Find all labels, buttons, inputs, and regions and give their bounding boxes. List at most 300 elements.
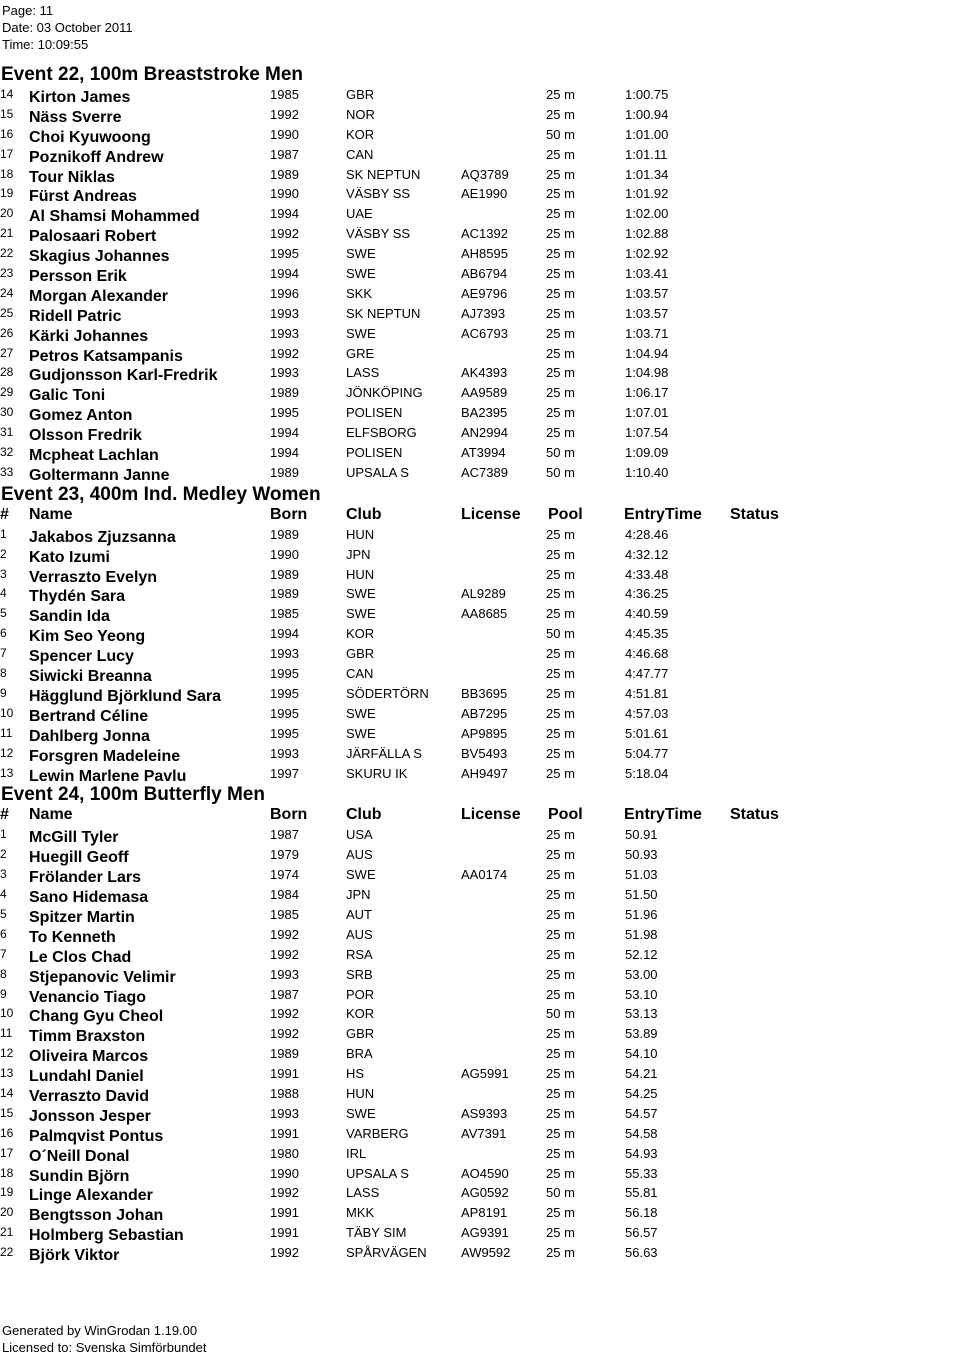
club-cell: SWE [346, 586, 376, 602]
club-cell: POR [346, 986, 375, 1002]
born-cell: 1988 [270, 1085, 299, 1101]
born-cell: 1991 [270, 1125, 299, 1141]
entry-time-cell: 4:32.12 [625, 546, 669, 562]
license-cell: BA2395 [461, 405, 508, 421]
name-cell: Kim Seo Yeong [29, 628, 146, 646]
entry-time-cell: 1:00.94 [625, 106, 669, 122]
club-cell: SWE [346, 1105, 376, 1121]
club-cell: POLISEN [346, 445, 403, 461]
pool-cell: 25 m [546, 1165, 575, 1181]
club-cell: UPSALA S [346, 464, 409, 480]
club-cell: TÄBY SIM [346, 1225, 407, 1241]
name-cell: Galic Toni [29, 387, 106, 405]
rank-cell: 10 [0, 705, 14, 720]
entry-time-cell: 4:40.59 [625, 606, 669, 622]
born-cell: 1993 [270, 745, 299, 761]
pool-cell: 25 m [546, 586, 575, 602]
name-cell: Oliveira Marcos [29, 1048, 149, 1066]
column-header-entry-time: EntryTime [624, 806, 702, 824]
name-cell: Tour Niklas [29, 168, 115, 186]
club-cell: SRB [346, 966, 373, 982]
entry-time-cell: 53.00 [625, 966, 658, 982]
entry-time-cell: 1:07.54 [625, 425, 669, 441]
name-cell: Hägglund Björklund Sara [29, 687, 222, 705]
pool-cell: 25 m [546, 186, 575, 202]
born-cell: 1993 [270, 325, 299, 341]
rank-cell: 10 [0, 1006, 14, 1021]
pool-cell: 25 m [546, 566, 575, 582]
pool-cell: 25 m [546, 666, 575, 682]
result-row [0, 106, 960, 126]
license-cell: AT3994 [461, 445, 506, 461]
result-row [0, 1244, 960, 1264]
born-cell: 1994 [270, 266, 299, 282]
rank-cell: 3 [0, 867, 7, 882]
license-cell: AB7295 [461, 705, 508, 721]
entry-time-cell: 1:10.40 [625, 464, 669, 480]
club-cell: SWE [346, 325, 376, 341]
name-cell: Bengtsson Johan [29, 1207, 164, 1225]
name-cell: Lundahl Daniel [29, 1068, 144, 1086]
club-cell: HS [346, 1066, 365, 1082]
column-header-pool: Pool [548, 806, 583, 824]
born-cell: 1995 [270, 666, 299, 682]
entry-time-cell: 1:04.98 [625, 365, 669, 381]
club-cell: VÄSBY SS [346, 226, 411, 242]
license-cell: BB3695 [461, 685, 508, 701]
club-cell: GBR [346, 87, 375, 102]
rank-cell: 19 [0, 1185, 14, 1200]
license-cell: AQ3789 [461, 166, 509, 182]
pool-cell: 25 m [546, 87, 575, 102]
name-cell: Dahlberg Jonna [29, 727, 150, 745]
license-cell: AO4590 [461, 1165, 509, 1181]
name-cell: Huegill Geoff [29, 849, 129, 867]
result-row [0, 665, 960, 685]
result-row [0, 1165, 960, 1185]
born-cell: 1992 [270, 926, 299, 942]
result-row [0, 986, 960, 1006]
column-header-license: License [461, 806, 521, 824]
name-cell: Thydén Sara [29, 588, 126, 606]
entry-time-cell: 1:07.01 [625, 405, 669, 421]
result-row [0, 225, 960, 245]
entry-time-cell: 1:01.00 [625, 126, 669, 142]
entry-time-cell: 1:03.57 [625, 285, 669, 301]
result-row [0, 846, 960, 866]
license-cell: AP8191 [461, 1205, 508, 1221]
entry-time-cell: 51.98 [625, 926, 658, 942]
pool-cell: 25 m [546, 425, 575, 441]
result-row [0, 705, 960, 725]
club-cell: SK NEPTUN [346, 166, 421, 182]
result-row [0, 126, 960, 146]
club-cell: SK NEPTUN [346, 305, 421, 321]
born-cell: 1990 [270, 546, 299, 562]
result-row [0, 305, 960, 325]
result-row [0, 1105, 960, 1125]
rank-cell: 14 [0, 87, 14, 101]
club-cell: AUT [346, 906, 372, 922]
pool-cell: 25 m [546, 1225, 575, 1241]
club-cell: UPSALA S [346, 1165, 409, 1181]
rank-cell: 16 [0, 126, 14, 141]
name-cell: Petros Katsampanis [29, 347, 183, 365]
print-date: Date: 03 October 2011 [2, 20, 133, 35]
result-row [0, 1145, 960, 1165]
rank-cell: 9 [0, 685, 7, 700]
rank-cell: 27 [0, 345, 14, 360]
club-cell: CAN [346, 666, 374, 682]
entry-time-cell: 4:51.81 [625, 685, 669, 701]
event-title: Event 23, 400m Ind. Medley Women [1, 483, 321, 505]
pool-cell: 25 m [546, 946, 575, 962]
born-cell: 1990 [270, 1165, 299, 1181]
column-header-club: Club [346, 806, 382, 824]
club-cell: LASS [346, 365, 380, 381]
born-cell: 1992 [270, 1185, 299, 1201]
born-cell: 1994 [270, 626, 299, 642]
column-header-rank: # [0, 806, 9, 824]
name-cell: Morgan Alexander [29, 287, 168, 305]
entry-time-cell: 4:47.77 [625, 666, 669, 682]
pool-cell: 25 m [546, 405, 575, 421]
pool-cell: 25 m [546, 365, 575, 381]
entry-time-cell: 1:02.92 [625, 246, 669, 262]
entry-time-cell: 1:01.92 [625, 186, 669, 202]
result-row [0, 625, 960, 645]
pool-cell: 25 m [546, 1046, 575, 1062]
pool-cell: 25 m [546, 526, 575, 542]
rank-cell: 17 [0, 146, 14, 161]
pool-cell: 25 m [546, 1245, 575, 1261]
result-row [0, 645, 960, 665]
name-cell: Spitzer Martin [29, 908, 135, 926]
entry-time-cell: 4:33.48 [625, 566, 669, 582]
result-row [0, 745, 960, 765]
entry-time-cell: 53.89 [625, 1026, 658, 1042]
event-section [0, 484, 960, 785]
rank-cell: 14 [0, 1085, 14, 1100]
entry-time-cell: 1:01.34 [625, 166, 669, 182]
column-header-name: Name [29, 806, 73, 824]
result-row [0, 345, 960, 365]
rank-cell: 5 [0, 906, 7, 921]
rank-cell: 5 [0, 606, 7, 621]
rank-cell: 2 [0, 847, 7, 862]
rank-cell: 6 [0, 626, 7, 641]
born-cell: 1989 [270, 385, 299, 401]
rank-cell: 22 [0, 1245, 14, 1260]
name-cell: Verraszto David [29, 1087, 150, 1105]
born-cell: 1989 [270, 1046, 299, 1062]
entry-time-cell: 50.93 [625, 847, 658, 863]
column-header-born: Born [270, 806, 308, 824]
pool-cell: 25 m [546, 725, 575, 741]
pool-cell: 25 m [546, 745, 575, 761]
born-cell: 1979 [270, 847, 299, 863]
page-header [2, 2, 133, 53]
entry-time-cell: 4:57.03 [625, 705, 669, 721]
born-cell: 1987 [270, 827, 299, 843]
column-header-row [0, 506, 960, 526]
pool-cell: 50 m [546, 464, 575, 480]
club-cell: KOR [346, 626, 375, 642]
rank-cell: 15 [0, 1105, 14, 1120]
result-row [0, 926, 960, 946]
rank-cell: 4 [0, 586, 7, 601]
pool-cell: 50 m [546, 626, 575, 642]
entry-time-cell: 1:02.88 [625, 226, 669, 242]
pool-cell: 50 m [546, 126, 575, 142]
pool-cell: 25 m [546, 1205, 575, 1221]
name-cell: Jakabos Zjuzsanna [29, 528, 176, 546]
column-header-club: Club [346, 505, 382, 523]
license-cell: AG9391 [461, 1225, 509, 1241]
entry-time-cell: 51.50 [625, 887, 658, 903]
pool-cell: 25 m [546, 546, 575, 562]
rank-cell: 32 [0, 445, 14, 460]
license-cell: AG5991 [461, 1066, 509, 1082]
name-cell: Venancio Tiago [29, 988, 147, 1006]
pool-cell: 50 m [546, 1185, 575, 1201]
page-number: Page: 11 [2, 3, 54, 18]
born-cell: 1991 [270, 1066, 299, 1082]
born-cell: 1995 [270, 685, 299, 701]
result-row [0, 245, 960, 265]
name-cell: Timm Braxston [29, 1028, 146, 1046]
column-header-rank: # [0, 505, 9, 523]
pool-cell: 25 m [546, 887, 575, 903]
club-cell: SKURU IK [346, 765, 408, 781]
name-cell: Ridell Patric [29, 307, 122, 325]
name-cell: Jonsson Jesper [29, 1107, 151, 1125]
name-cell: Al Shamsi Mohammed [29, 208, 200, 226]
born-cell: 1995 [270, 246, 299, 262]
born-cell: 1992 [270, 1006, 299, 1022]
pool-cell: 25 m [546, 606, 575, 622]
print-time: Time: 10:09:55 [2, 37, 89, 52]
club-cell: HUN [346, 1085, 375, 1101]
club-cell: VÄSBY SS [346, 186, 411, 202]
name-cell: Holmberg Sebastian [29, 1227, 184, 1245]
pool-cell: 25 m [546, 847, 575, 863]
column-header-license: License [461, 505, 521, 523]
born-cell: 1993 [270, 365, 299, 381]
name-cell: Näss Sverre [29, 108, 122, 126]
entry-time-cell: 50.91 [625, 827, 658, 843]
pool-cell: 25 m [546, 345, 575, 361]
entry-time-cell: 4:28.46 [625, 526, 669, 542]
born-cell: 1989 [270, 526, 299, 542]
pool-cell: 25 m [546, 206, 575, 222]
born-cell: 1992 [270, 345, 299, 361]
born-cell: 1993 [270, 305, 299, 321]
result-row [0, 364, 960, 384]
rank-cell: 18 [0, 1165, 14, 1180]
born-cell: 1990 [270, 126, 299, 142]
name-cell: To Kenneth [29, 928, 116, 946]
club-cell: SWE [346, 606, 376, 622]
born-cell: 1992 [270, 226, 299, 242]
result-row [0, 185, 960, 205]
rank-cell: 7 [0, 646, 7, 661]
entry-time-cell: 54.93 [625, 1145, 658, 1161]
name-cell: Björk Viktor [29, 1247, 120, 1265]
entry-time-cell: 5:01.61 [625, 725, 669, 741]
born-cell: 1992 [270, 1026, 299, 1042]
pool-cell: 25 m [546, 325, 575, 341]
pool-cell: 25 m [546, 1066, 575, 1082]
name-cell: Sandin Ida [29, 608, 110, 626]
club-cell: HUN [346, 566, 375, 582]
result-row [0, 205, 960, 225]
club-cell: MKK [346, 1205, 375, 1221]
rank-cell: 12 [0, 1046, 14, 1061]
pool-cell: 25 m [546, 705, 575, 721]
result-row [0, 946, 960, 966]
result-row [0, 384, 960, 404]
entry-time-cell: 54.25 [625, 1085, 658, 1101]
rank-cell: 9 [0, 986, 7, 1001]
born-cell: 1989 [270, 566, 299, 582]
rank-cell: 7 [0, 946, 7, 961]
license-cell: AP9895 [461, 725, 508, 741]
born-cell: 1985 [270, 87, 299, 102]
name-cell: Gudjonsson Karl-Fredrik [29, 367, 218, 385]
result-row [0, 325, 960, 345]
name-cell: Palmqvist Pontus [29, 1127, 164, 1145]
name-cell: Persson Erik [29, 268, 127, 286]
result-row [0, 166, 960, 186]
rank-cell: 1 [0, 827, 7, 842]
result-row [0, 966, 960, 986]
club-cell: GBR [346, 646, 375, 662]
entry-time-cell: 1:09.09 [625, 445, 669, 461]
name-cell: Choi Kyuwoong [29, 128, 151, 146]
rank-cell: 22 [0, 246, 14, 261]
entry-time-cell: 1:04.94 [625, 345, 669, 361]
license-cell: AV7391 [461, 1125, 507, 1141]
rank-cell: 12 [0, 745, 14, 760]
column-header-status: Status [730, 806, 779, 824]
born-cell: 1994 [270, 425, 299, 441]
club-cell: SKK [346, 285, 373, 301]
entry-time-cell: 54.10 [625, 1046, 658, 1062]
club-cell: GRE [346, 345, 375, 361]
entry-time-cell: 54.21 [625, 1066, 658, 1082]
rank-cell: 18 [0, 166, 14, 181]
entry-time-cell: 1:00.75 [625, 87, 669, 102]
rank-cell: 17 [0, 1145, 14, 1160]
pool-cell: 25 m [546, 106, 575, 122]
club-cell: BRA [346, 1046, 373, 1062]
born-cell: 1987 [270, 986, 299, 1002]
result-row [0, 424, 960, 444]
result-row [0, 866, 960, 886]
result-row [0, 1085, 960, 1105]
result-row [0, 265, 960, 285]
entry-time-cell: 56.57 [625, 1225, 658, 1241]
rank-cell: 11 [0, 1026, 13, 1041]
born-cell: 1992 [270, 106, 299, 122]
rank-cell: 4 [0, 887, 7, 902]
rank-cell: 16 [0, 1125, 14, 1140]
name-cell: Fürst Andreas [29, 188, 137, 206]
licensed-to: Licensed to: Svenska Simförbundet [2, 1340, 207, 1355]
result-row [0, 1224, 960, 1244]
born-cell: 1992 [270, 1245, 299, 1261]
pool-cell: 25 m [546, 266, 575, 282]
rank-cell: 1 [0, 526, 7, 541]
name-cell: Spencer Lucy [29, 648, 134, 666]
club-cell: SWE [346, 725, 376, 741]
born-cell: 1974 [270, 867, 299, 883]
result-row [0, 906, 960, 926]
entry-time-cell: 4:36.25 [625, 586, 669, 602]
name-cell: Kärki Johannes [29, 327, 149, 345]
entry-time-cell: 52.12 [625, 946, 658, 962]
pool-cell: 25 m [546, 966, 575, 982]
license-cell: AA8685 [461, 606, 508, 622]
club-cell: JPN [346, 887, 371, 903]
rank-cell: 8 [0, 966, 7, 981]
pool-cell: 25 m [546, 246, 575, 262]
license-cell: BV5493 [461, 745, 508, 761]
result-row [0, 1005, 960, 1025]
born-cell: 1993 [270, 966, 299, 982]
born-cell: 1995 [270, 705, 299, 721]
club-cell: KOR [346, 126, 375, 142]
event-title: Event 22, 100m Breaststroke Men [1, 64, 304, 85]
club-cell: SÖDERTÖRN [346, 685, 429, 701]
pool-cell: 25 m [546, 906, 575, 922]
rank-cell: 11 [0, 725, 13, 740]
result-row [0, 585, 960, 605]
entry-time-cell: 1:06.17 [625, 385, 669, 401]
result-row [0, 1065, 960, 1085]
club-cell: IRL [346, 1145, 367, 1161]
license-cell: AC6793 [461, 325, 508, 341]
rank-cell: 2 [0, 546, 7, 561]
license-cell: AC7389 [461, 464, 508, 480]
name-cell: Poznikoff Andrew [29, 148, 164, 166]
name-cell: Frölander Lars [29, 869, 142, 887]
entry-time-cell: 5:18.04 [625, 765, 669, 781]
club-cell: SWE [346, 867, 376, 883]
entry-time-cell: 1:03.71 [625, 325, 669, 341]
name-cell: Stjepanovic Velimir [29, 968, 176, 986]
generated-by: Generated by WinGrodan 1.19.00 [2, 1323, 198, 1338]
license-cell: AA9589 [461, 385, 508, 401]
entry-time-cell: 4:46.68 [625, 646, 669, 662]
name-cell: Skagius Johannes [29, 248, 170, 266]
rank-cell: 31 [0, 425, 14, 440]
result-row [0, 444, 960, 464]
club-cell: SWE [346, 266, 376, 282]
rank-cell: 13 [0, 1066, 14, 1081]
pool-cell: 25 m [546, 285, 575, 301]
name-cell: Chang Gyu Cheol [29, 1008, 164, 1026]
license-cell: AN2994 [461, 425, 508, 441]
rank-cell: 24 [0, 285, 14, 300]
result-row [0, 1125, 960, 1145]
born-cell: 1989 [270, 586, 299, 602]
born-cell: 1993 [270, 646, 299, 662]
club-cell: HUN [346, 526, 375, 542]
name-cell: Gomez Anton [29, 407, 133, 425]
license-cell: AA0174 [461, 867, 508, 883]
